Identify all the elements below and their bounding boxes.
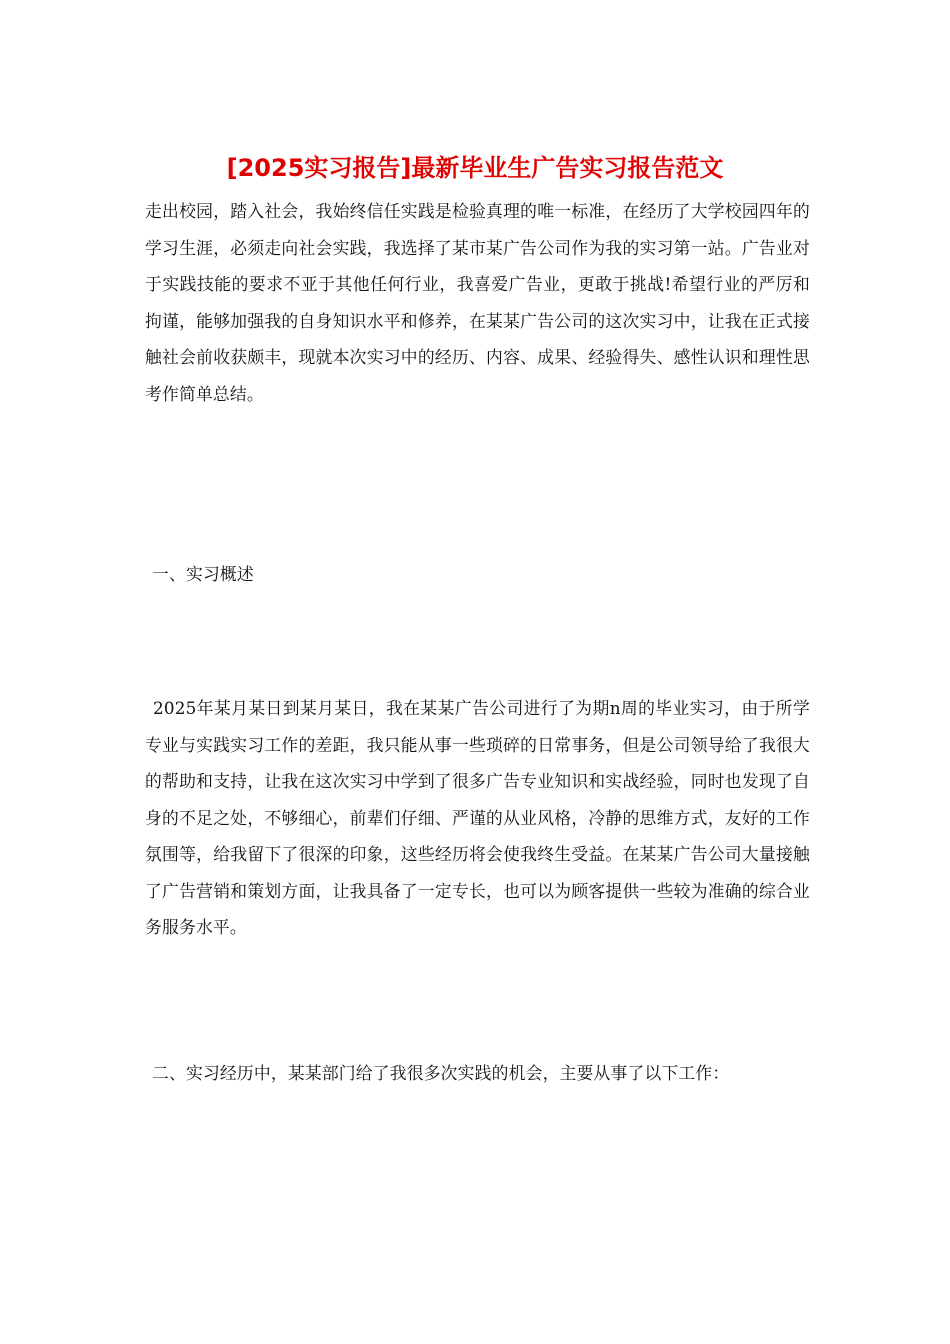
section1-paragraph: 2025年某月某日到某月某日，我在某某广告公司进行了为期n周的毕业实习，由于所学专业与实践实习工作的差距，我只能从事一些琐碎的日常事务，但是公司领导给了我很大的帮助和支持，让我在这次实习中学到了很多广告专业知识和实战经验，同时也发现了自身的不足之处，不够细心，前辈们仔细、严谨的从业风格，冷静的思维方式，友好的工作氛围等，给我留下了很深的印象，这些经历将会使我终生受益。在某某广告公司大量接触了广告营销和策划方面，让我具备了一定专长，也可以为顾客提供一些较为准确的综合业务服务水平。 — [145, 698, 810, 937]
document-title: [2025实习报告]最新毕业生广告实习报告范文 — [226, 154, 724, 182]
intro-paragraph: 走出校园，踏入社会，我始终信任实践是检验真理的唯一标准，在经历了大学校园四年的学习生涯，必须走向社会实践，我选择了某市某广告公司作为我的实习第一站。广告业对于实践技能的要求不亚于其他任何行业，我喜爱广告业，更敢于挑战!希望行业的严厉和拘谨，能够加强我的自身知识水平和修养，在某某广告公司的这次实习中，让我在正式接触社会前收获颇丰，现就本次实习中的经历、内容、成果、经验得失、感性认识和理性思考作简单总结。 — [145, 201, 810, 404]
section2-heading: 二、实习经历中，某某部门给了我很多次实践的机会，主要从事了以下工作： — [152, 1063, 730, 1083]
section1-heading: 一、实习概述 — [152, 564, 254, 584]
